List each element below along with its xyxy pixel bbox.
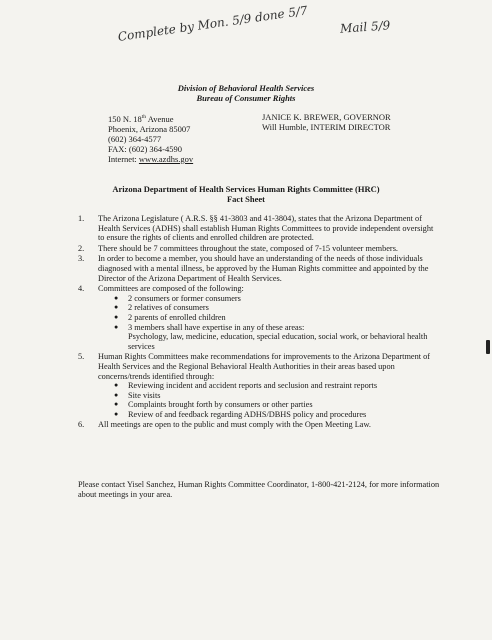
list-item-text: In order to become a member, you should have an understanding of the needs of those individuals diagnosed with a mental illness, be approved by the Human Rights committee and appointed by the Director of the Arizona Department of Health Services.	[98, 254, 429, 283]
bullet-icon: ●	[114, 303, 119, 312]
bullet-icon: ●	[114, 400, 119, 409]
bullet-icon: ●	[114, 381, 119, 390]
officials-block	[262, 112, 391, 132]
bullet-item	[98, 294, 440, 304]
bullet-list	[98, 294, 440, 332]
bullet-text: 2 parents of enrolled children	[128, 312, 226, 322]
bullet-item	[98, 381, 440, 391]
bullet-text: Reviewing incident and accident reports and seclusion and restraint reports	[128, 381, 378, 391]
list-item	[78, 254, 440, 283]
bullet-icon: ●	[114, 409, 119, 418]
document-title	[0, 184, 492, 204]
bullet-item	[98, 313, 440, 323]
bullet-text: Complaints brought forth by consumers or other parties	[128, 400, 313, 410]
bullet-text: Review of and feedback regarding ADHS/DBHS policy and procedures	[128, 409, 367, 419]
address-block	[108, 112, 193, 164]
list-item-number: 2.	[78, 243, 85, 253]
bullet-item	[98, 303, 440, 313]
list-item-number: 3.	[78, 254, 85, 264]
handwritten-note-left: Complete by Mon. 5/9 done 5/7	[117, 3, 309, 44]
governor-name: JANICE K. BREWER, GOVERNOR	[262, 112, 391, 122]
handwritten-note-right: Mail 5/9	[339, 18, 391, 36]
website-link[interactable]: www.azdhs.gov	[138, 153, 194, 164]
list-item-number: 4.	[78, 284, 85, 294]
list-item-number: 6.	[78, 420, 85, 430]
agency-header	[0, 83, 492, 103]
list-item	[78, 214, 440, 243]
street-address: 150 N. 18th Avenue	[108, 113, 174, 124]
internet-label: Internet:	[108, 153, 139, 164]
city-state: Phoenix, Arizona 85007	[108, 123, 191, 134]
list-item-text: All meetings are open to the public and must comply with the Open Meeting Law.	[98, 420, 371, 430]
director-name: Will Humble, INTERIM DIRECTOR	[262, 122, 391, 132]
bullet-text: 2 consumers or former consumers	[128, 293, 241, 303]
handwritten-notes	[0, 3, 492, 62]
list-item-number: 1.	[78, 214, 85, 223]
bullet-text: 2 relatives of consumers	[128, 303, 209, 313]
list-item-text: The Arizona Legislature ( A.R.S. §§ 41-3803 and 41-3804), states that the Arizona Department of Health Services (ADHS) shall establish Human Rights Committees to provide independent oversight to ensure the rights of clients and enrolled children are protected.	[98, 214, 434, 243]
bullet-icon: ●	[114, 293, 119, 302]
bureau-name: Bureau of Consumer Rights	[196, 93, 296, 103]
list-item	[78, 244, 440, 254]
expertise-areas: Psychology, law, medicine, education, special education, social work, or behavioral health services	[128, 332, 428, 351]
list-item-text: Human Rights Committees make recommendations for improvements to the Arizona Department of Health Services and the Regional Behavioral Health Authorities in their areas based upon concerns/trends identified through:	[98, 352, 431, 381]
list-item	[78, 352, 440, 419]
list-item-number: 5.	[78, 352, 85, 362]
bullet-icon: ●	[114, 390, 119, 399]
list-item-text: Committees are composed of the following:	[98, 284, 244, 294]
bullet-text: Site visits	[128, 390, 161, 400]
list-item-text: There should be 7 committees throughout the state, composed of 7-15 volunteer members.	[98, 243, 398, 253]
title-line-1: Arizona Department of Health Services Human Rights Committee (HRC)	[112, 184, 380, 194]
bullet-text: 3 members shall have expertise in any of these areas:	[128, 322, 305, 332]
title-line-2: Fact Sheet	[226, 194, 265, 204]
bullet-list	[98, 381, 440, 419]
internet-line	[108, 154, 193, 164]
list-item	[78, 420, 440, 430]
fax-number: FAX: (602) 364-4590	[108, 143, 182, 154]
bullet-item	[98, 410, 440, 420]
bullet-icon: ●	[114, 322, 119, 331]
fact-list	[78, 214, 440, 431]
scan-artifact	[486, 340, 490, 354]
numbered-list	[78, 214, 440, 430]
bullet-item	[98, 391, 440, 401]
division-name: Division of Behavioral Health Services	[177, 83, 315, 93]
list-item	[78, 284, 440, 351]
bullet-item	[98, 400, 440, 410]
phone-number: (602) 364-4577	[108, 133, 162, 144]
contact-paragraph: Please contact Yisel Sanchez, Human Rights Committee Coordinator, 1-800-421-2124, for more information about meetings in your area.	[78, 480, 440, 499]
bullet-item	[98, 323, 440, 333]
bullet-icon: ●	[114, 312, 119, 321]
